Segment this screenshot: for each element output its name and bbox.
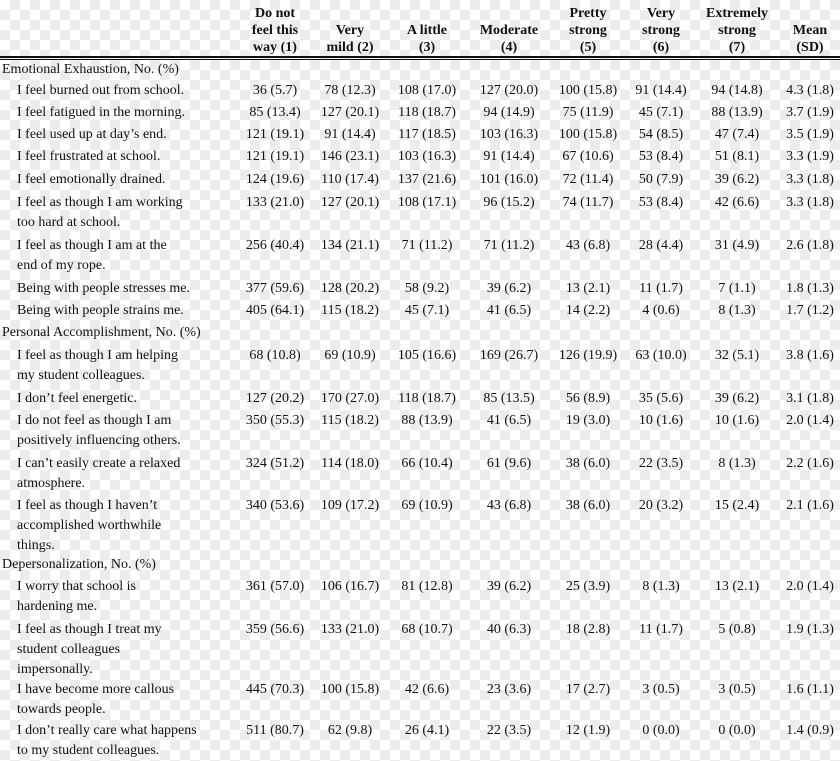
- count-percent-cell: 39 (6.2): [486, 281, 532, 296]
- item-label: I feel as though I am at the end of my rope.: [17, 238, 167, 273]
- count-percent-cell: 94 (14.9): [483, 105, 535, 120]
- count-percent-cell: 13 (2.1): [565, 281, 611, 296]
- count-percent-cell: 101 (16.0): [479, 172, 539, 187]
- count-percent-cell: 71 (11.2): [483, 238, 535, 253]
- count-percent-cell: 133 (21.0): [245, 195, 305, 210]
- count-percent-cell: 56 (8.9): [565, 391, 611, 406]
- count-percent-cell: 75 (11.9): [562, 105, 614, 120]
- column-header: Very mild (2): [326, 23, 374, 55]
- count-percent-cell: 127 (20.0): [479, 83, 539, 98]
- count-percent-cell: 3 (0.5): [642, 682, 680, 697]
- mean-sd-cell: 3.5 (1.9): [786, 127, 834, 142]
- count-percent-cell: 12 (1.9): [565, 723, 611, 738]
- count-percent-cell: 53 (8.4): [638, 195, 684, 210]
- count-percent-cell: 0 (0.0): [718, 723, 756, 738]
- count-percent-cell: 69 (10.9): [401, 498, 453, 513]
- count-percent-cell: 8 (1.3): [718, 303, 756, 318]
- count-percent-cell: 128 (20.2): [320, 281, 380, 296]
- count-percent-cell: 91 (14.4): [483, 149, 535, 164]
- count-percent-cell: 38 (6.0): [565, 498, 611, 513]
- item-label: I feel as though I am helping my student colleagues.: [17, 348, 178, 383]
- count-percent-cell: 359 (56.6): [245, 622, 305, 637]
- count-percent-cell: 126 (19.9): [558, 348, 618, 363]
- count-percent-cell: 0 (0.0): [642, 723, 680, 738]
- mean-sd-cell: 2.0 (1.4): [786, 413, 834, 428]
- count-percent-cell: 61 (9.6): [486, 456, 532, 471]
- count-percent-cell: 5 (0.8): [718, 622, 756, 637]
- count-percent-cell: 41 (6.5): [486, 303, 532, 318]
- count-percent-cell: 23 (3.6): [486, 682, 532, 697]
- count-percent-cell: 108 (17.0): [397, 83, 457, 98]
- count-percent-cell: 19 (3.0): [565, 413, 611, 428]
- count-percent-cell: 22 (3.5): [486, 723, 532, 738]
- count-percent-cell: 68 (10.8): [249, 348, 301, 363]
- count-percent-cell: 91 (14.4): [635, 83, 687, 98]
- count-percent-cell: 45 (7.1): [404, 303, 450, 318]
- count-percent-cell: 445 (70.3): [245, 682, 305, 697]
- section-heading: Personal Accomplishment, No. (%): [2, 325, 201, 340]
- item-label: I feel as though I haven’t accomplished worthwhile things.: [17, 498, 162, 553]
- count-percent-cell: 66 (10.4): [401, 456, 453, 471]
- mean-sd-cell: 3.3 (1.9): [786, 149, 834, 164]
- mean-sd-cell: 2.6 (1.8): [786, 238, 834, 253]
- mean-sd-cell: 2.2 (1.6): [786, 456, 834, 471]
- column-header: Do not feel this way (1): [251, 6, 299, 55]
- count-percent-cell: 137 (21.6): [397, 172, 457, 187]
- count-percent-cell: 405 (64.1): [245, 303, 305, 318]
- count-percent-cell: 115 (18.2): [321, 303, 379, 318]
- item-label: I have become more callous towards people.: [17, 682, 175, 717]
- count-percent-cell: 47 (7.4): [714, 127, 760, 142]
- count-percent-cell: 31 (4.9): [714, 238, 760, 253]
- column-header: Moderate (4): [479, 23, 539, 55]
- section-heading: Emotional Exhaustion, No. (%): [2, 62, 179, 77]
- count-percent-cell: 96 (15.2): [483, 195, 535, 210]
- mean-sd-cell: 3.8 (1.6): [786, 348, 834, 363]
- count-percent-cell: 127 (20.1): [320, 105, 380, 120]
- count-percent-cell: 78 (12.3): [324, 83, 376, 98]
- count-percent-cell: 8 (1.3): [718, 456, 756, 471]
- count-percent-cell: 35 (5.6): [638, 391, 684, 406]
- count-percent-cell: 170 (27.0): [320, 391, 380, 406]
- column-header: Very strong (6): [642, 6, 680, 55]
- count-percent-cell: 127 (20.1): [320, 195, 380, 210]
- count-percent-cell: 377 (59.6): [245, 281, 305, 296]
- count-percent-cell: 134 (21.1): [320, 238, 380, 253]
- count-percent-cell: 146 (23.1): [320, 149, 380, 164]
- header-rule-thick: [0, 56, 840, 58]
- mean-sd-cell: 3.3 (1.8): [786, 195, 834, 210]
- count-percent-cell: 100 (15.8): [558, 83, 618, 98]
- count-percent-cell: 20 (3.2): [638, 498, 684, 513]
- count-percent-cell: 71 (11.2): [401, 238, 453, 253]
- item-label: I do not feel as though I am positively influencing others.: [17, 413, 181, 448]
- count-percent-cell: 94 (14.8): [711, 83, 763, 98]
- count-percent-cell: 85 (13.4): [249, 105, 301, 120]
- item-label: I feel used up at day’s end.: [17, 127, 167, 142]
- count-percent-cell: 256 (40.4): [245, 238, 305, 253]
- count-percent-cell: 114 (18.0): [321, 456, 379, 471]
- count-percent-cell: 109 (17.2): [320, 498, 380, 513]
- mean-sd-cell: 2.1 (1.6): [786, 498, 834, 513]
- mean-sd-cell: 3.1 (1.8): [786, 391, 834, 406]
- item-label: I feel fatigued in the morning.: [17, 105, 185, 120]
- item-label: I feel as though I am working too hard at school.: [17, 195, 183, 230]
- count-percent-cell: 43 (6.8): [486, 498, 532, 513]
- count-percent-cell: 11 (1.7): [639, 281, 683, 296]
- count-percent-cell: 39 (6.2): [714, 172, 760, 187]
- count-percent-cell: 10 (1.6): [638, 413, 684, 428]
- item-label: I don’t really care what happens to my student colleagues.: [17, 723, 197, 758]
- count-percent-cell: 105 (16.6): [397, 348, 457, 363]
- count-percent-cell: 72 (11.4): [562, 172, 614, 187]
- count-percent-cell: 15 (2.4): [714, 498, 760, 513]
- count-percent-cell: 110 (17.4): [321, 172, 379, 187]
- count-percent-cell: 118 (18.7): [398, 105, 456, 120]
- count-percent-cell: 10 (1.6): [714, 413, 760, 428]
- count-percent-cell: 36 (5.7): [252, 83, 298, 98]
- count-percent-cell: 74 (11.7): [562, 195, 614, 210]
- column-header: Extremely strong (7): [706, 6, 768, 55]
- count-percent-cell: 26 (4.1): [404, 723, 450, 738]
- count-percent-cell: 103 (16.3): [479, 127, 539, 142]
- column-header: Mean (SD): [792, 23, 828, 55]
- count-percent-cell: 67 (10.6): [562, 149, 614, 164]
- item-label: I can’t easily create a relaxed atmosphere.: [17, 456, 181, 491]
- count-percent-cell: 169 (26.7): [479, 348, 539, 363]
- item-label: Being with people strains me.: [17, 303, 184, 318]
- count-percent-cell: 103 (16.3): [397, 149, 457, 164]
- count-percent-cell: 91 (14.4): [324, 127, 376, 142]
- count-percent-cell: 25 (3.9): [565, 579, 611, 594]
- item-label: I feel emotionally drained.: [17, 172, 166, 187]
- count-percent-cell: 350 (55.3): [245, 413, 305, 428]
- count-percent-cell: 106 (16.7): [320, 579, 380, 594]
- mean-sd-cell: 3.3 (1.8): [786, 172, 834, 187]
- count-percent-cell: 121 (19.1): [245, 149, 305, 164]
- count-percent-cell: 511 (80.7): [246, 723, 304, 738]
- count-percent-cell: 51 (8.1): [714, 149, 760, 164]
- count-percent-cell: 7 (1.1): [718, 281, 756, 296]
- count-percent-cell: 40 (6.3): [486, 622, 532, 637]
- count-percent-cell: 133 (21.0): [320, 622, 380, 637]
- item-label: I don’t feel energetic.: [17, 391, 137, 406]
- mean-sd-cell: 1.8 (1.3): [786, 281, 834, 296]
- count-percent-cell: 38 (6.0): [565, 456, 611, 471]
- count-percent-cell: 50 (7.9): [638, 172, 684, 187]
- count-percent-cell: 8 (1.3): [642, 579, 680, 594]
- count-percent-cell: 127 (20.2): [245, 391, 305, 406]
- count-percent-cell: 324 (51.2): [245, 456, 305, 471]
- count-percent-cell: 58 (9.2): [404, 281, 450, 296]
- count-percent-cell: 340 (53.6): [245, 498, 305, 513]
- column-header: A little (3): [406, 23, 448, 55]
- count-percent-cell: 108 (17.1): [397, 195, 457, 210]
- item-label: I feel burned out from school.: [17, 83, 185, 98]
- count-percent-cell: 22 (3.5): [638, 456, 684, 471]
- count-percent-cell: 41 (6.5): [486, 413, 532, 428]
- mean-sd-cell: 1.6 (1.1): [786, 682, 834, 697]
- count-percent-cell: 53 (8.4): [638, 149, 684, 164]
- count-percent-cell: 118 (18.7): [398, 391, 456, 406]
- mean-sd-cell: 4.3 (1.8): [786, 83, 834, 98]
- item-label: I feel as though I treat my student colleagues impersonally.: [17, 622, 162, 677]
- count-percent-cell: 43 (6.8): [565, 238, 611, 253]
- item-label: Being with people stresses me.: [17, 281, 191, 296]
- count-percent-cell: 68 (10.7): [401, 622, 453, 637]
- count-percent-cell: 39 (6.2): [714, 391, 760, 406]
- count-percent-cell: 85 (13.5): [483, 391, 535, 406]
- count-percent-cell: 42 (6.6): [714, 195, 760, 210]
- count-percent-cell: 17 (2.7): [565, 682, 611, 697]
- mean-sd-cell: 1.7 (1.2): [786, 303, 834, 318]
- count-percent-cell: 88 (13.9): [401, 413, 453, 428]
- count-percent-cell: 14 (2.2): [565, 303, 611, 318]
- count-percent-cell: 28 (4.4): [638, 238, 684, 253]
- count-percent-cell: 62 (9.8): [327, 723, 373, 738]
- mean-sd-cell: 3.7 (1.9): [786, 105, 834, 120]
- item-label: I worry that school is hardening me.: [17, 579, 136, 614]
- count-percent-cell: 45 (7.1): [638, 105, 684, 120]
- count-percent-cell: 32 (5.1): [714, 348, 760, 363]
- count-percent-cell: 42 (6.6): [404, 682, 450, 697]
- count-percent-cell: 18 (2.8): [565, 622, 611, 637]
- count-percent-cell: 63 (10.0): [635, 348, 687, 363]
- mean-sd-cell: 2.0 (1.4): [786, 579, 834, 594]
- count-percent-cell: 69 (10.9): [324, 348, 376, 363]
- count-percent-cell: 100 (15.8): [558, 127, 618, 142]
- count-percent-cell: 100 (15.8): [320, 682, 380, 697]
- count-percent-cell: 124 (19.6): [245, 172, 305, 187]
- count-percent-cell: 39 (6.2): [486, 579, 532, 594]
- count-percent-cell: 11 (1.7): [639, 622, 683, 637]
- count-percent-cell: 88 (13.9): [711, 105, 763, 120]
- count-percent-cell: 4 (0.6): [642, 303, 680, 318]
- count-percent-cell: 115 (18.2): [321, 413, 379, 428]
- count-percent-cell: 3 (0.5): [718, 682, 756, 697]
- item-label: I feel frustrated at school.: [17, 149, 161, 164]
- count-percent-cell: 117 (18.5): [398, 127, 456, 142]
- count-percent-cell: 13 (2.1): [714, 579, 760, 594]
- column-header: Pretty strong (5): [569, 6, 607, 55]
- count-percent-cell: 54 (8.5): [638, 127, 684, 142]
- mean-sd-cell: 1.4 (0.9): [786, 723, 834, 738]
- count-percent-cell: 81 (12.8): [401, 579, 453, 594]
- count-percent-cell: 121 (19.1): [245, 127, 305, 142]
- mean-sd-cell: 1.9 (1.3): [786, 622, 834, 637]
- count-percent-cell: 361 (57.0): [245, 579, 305, 594]
- section-heading: Depersonalization, No. (%): [2, 557, 156, 572]
